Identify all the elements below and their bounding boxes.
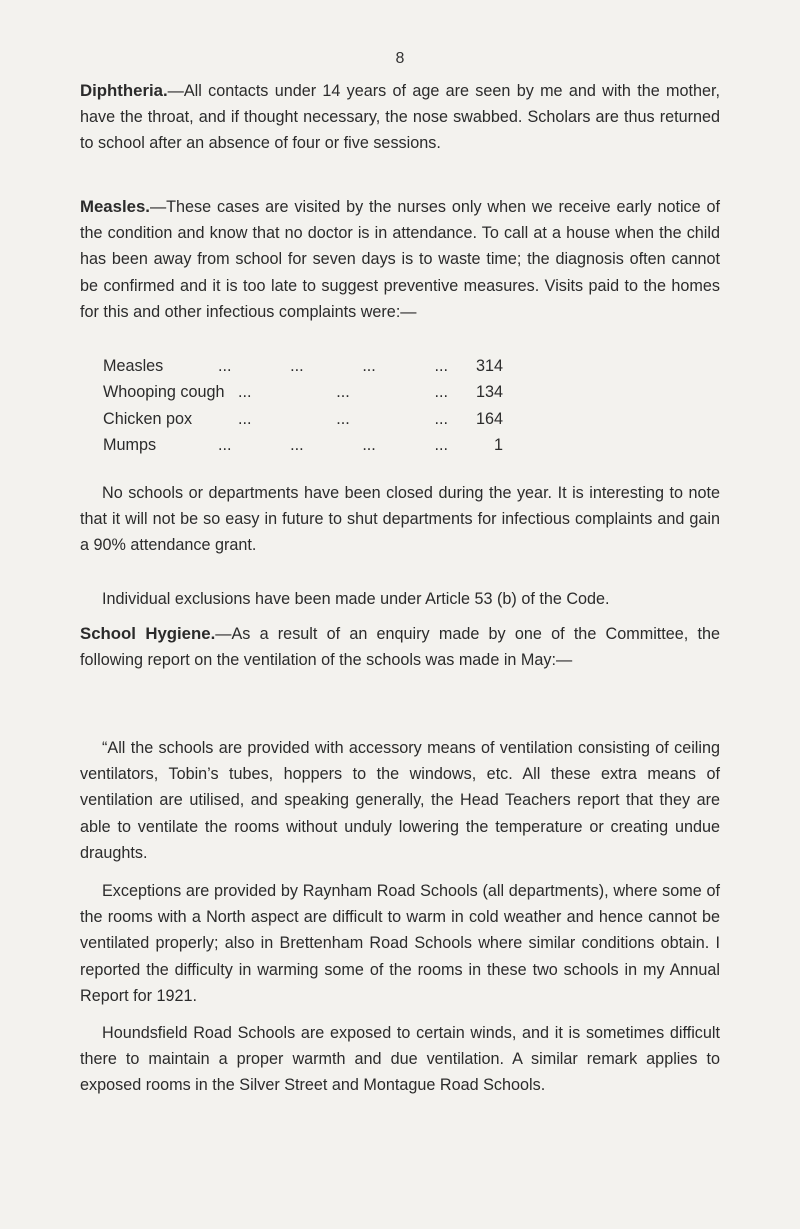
visit-count: 314: [475, 357, 503, 375]
table-row: [103, 357, 503, 383]
visit-count: 1: [493, 435, 503, 454]
dot-leader: ... ... ... ...: [218, 435, 448, 454]
table-row: [103, 436, 503, 462]
visit-count: 134: [475, 383, 503, 402]
measles-heading: Measles.: [80, 197, 150, 216]
closures-paragraph: No schools or departments have been closed during the year. It is interesting to note that it will not be so easy in future to shut departments for infectious complaints and gain a 90% attendance grant.: [80, 484, 720, 555]
table-row: [103, 410, 503, 436]
diphtheria-paragraph: [80, 78, 720, 157]
houndsfield-paragraph: Houndsfield Road Schools are exposed to certain winds, and it is sometimes difficult there to maintain a proper warmth and due ventilation. A similar remark applies to exposed rooms in the Silver Street and Montague Road Schools.: [80, 1024, 720, 1095]
complaint-name: Whooping cough: [103, 383, 225, 402]
complaint-name: Measles: [103, 357, 164, 375]
dot-leader: ... ... ...: [238, 383, 448, 402]
table-row: [103, 383, 503, 409]
exclusions-paragraph: Individual exclusions have been made under Article 53 (b) of the Code.: [102, 590, 610, 608]
measles-paragraph: [80, 194, 720, 325]
exceptions-paragraph: Exceptions are provided by Raynham Road Schools (all departments), where some of the rooms with a North aspect are difficult to warm in cold weather and hence cannot be ventilated properly; also in Brettenham Road Schools where similar conditions obtain. I reported the difficulty in warming some of the rooms in these two schools in my Annual Report for 1921.: [80, 882, 720, 1005]
visits-table: [103, 357, 503, 462]
complaint-name: Chicken pox: [103, 409, 193, 428]
measles-text: —These cases are visited by the nurses only when we receive early notice of the condition and know that no doctor is in attendance. To call at a house when the child has been away from school for seven days is to waste time; the diagnosis often cannot be confirmed and it is too late to suggest preventive measures. Visits paid to the homes for this and other infectious complaints were:—: [80, 198, 720, 321]
dot-leader: ... ... ...: [238, 409, 448, 428]
school-hygiene-paragraph: [80, 621, 720, 673]
page-number: 8: [395, 50, 405, 67]
school-hygiene-text: —As a result of an enquiry made by one of the Committee, the following report on the ventilation of the schools was made in May:—: [80, 625, 721, 670]
complaint-name: Mumps: [103, 435, 157, 454]
dot-leader: ... ... ... ...: [218, 357, 448, 375]
diphtheria-heading: Diphtheria.: [80, 81, 168, 100]
visit-count: 164: [475, 409, 503, 428]
diphtheria-text: —All contacts under 14 years of age are seen by me and with the mother, have the throat, and if thought necessary, the nose swabbed. Scholars are thus returned to school after an absence of four or five sessions.: [80, 82, 720, 153]
school-hygiene-heading: School Hygiene.: [80, 624, 216, 643]
quote-paragraph: “All the schools are provided with accessory means of ventilation consisting of ceiling ventilators, Tobin’s tubes, hoppers to the windows, etc. All these extra means of ventilation are utilised, and speaking generally, the Head Teachers report that they are able to ventilate the rooms without unduly lowering the temperature or creating undue draughts.: [80, 739, 720, 862]
